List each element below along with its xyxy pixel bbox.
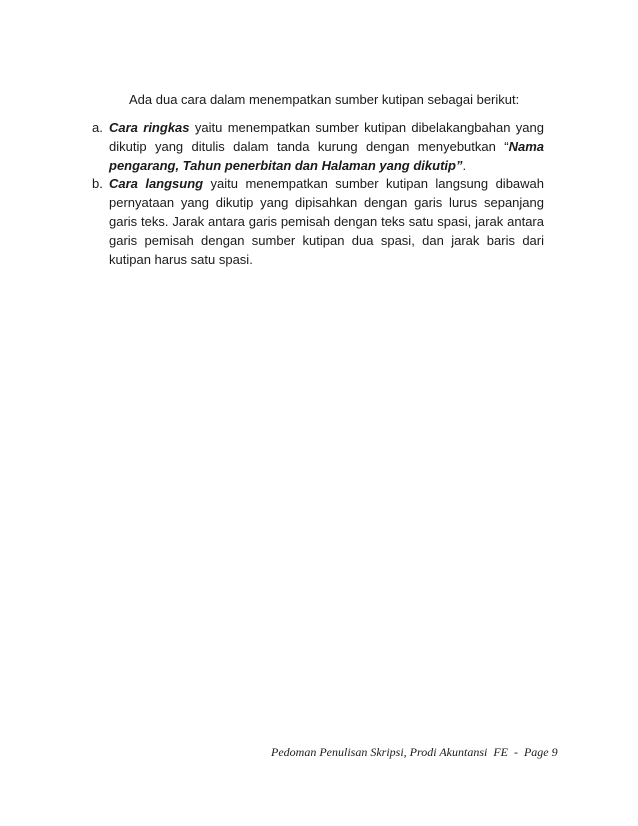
- description-text: yaitu menempatkan sumber kutipan langsung dibawah pernyataan yang dikutip yang dipisahkan dengan garis lurus sepanjang garis teks. Jarak antara garis pemisah dengan teks satu spasi, jarak antara garis pemisah dengan sumber kutipan dua spasi, dan jarak baris dari kutipan harus satu spasi.: [109, 176, 544, 267]
- emphasis-text: Nama pengarang, Tahun penerbitan dan Halaman yang dikutip”: [109, 139, 544, 173]
- term-cara-ringkas: Cara ringkas: [109, 120, 190, 135]
- page-footer: Pedoman Penulisan Skripsi, Prodi Akuntansi FE - Page 9: [271, 745, 558, 759]
- list-item-cara-langsung: [92, 174, 544, 269]
- list-item-cara-ringkas: [92, 118, 544, 175]
- list-item-text: [109, 174, 544, 269]
- list-marker: b.: [92, 176, 103, 191]
- intro-paragraph: Ada dua cara dalam menempatkan sumber kutipan sebagai berikut:: [129, 92, 520, 107]
- list-marker: a.: [92, 120, 103, 135]
- list-item-text: [109, 118, 544, 175]
- tail-text: .: [462, 158, 467, 173]
- term-cara-langsung: Cara langsung: [109, 176, 204, 191]
- description-text: yaitu menempatkan sumber kutipan dibelakangbahan yang dikutip yang ditulis dalam tanda kurung dengan menyebutkan “: [109, 120, 544, 154]
